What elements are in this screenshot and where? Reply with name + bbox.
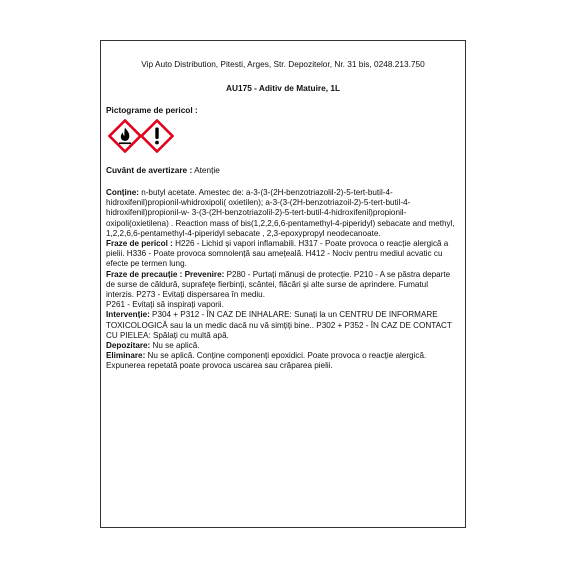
storage-paragraph (106, 341, 456, 351)
hazard-paragraph (106, 239, 456, 270)
prevention-extra: P261 - Evitați să inspirați vaporii. (106, 300, 224, 310)
flame-icon (108, 119, 142, 153)
storage-text: Nu se aplică. (150, 341, 200, 351)
storage-label: Depozitare: (106, 341, 151, 351)
safety-label (100, 40, 466, 528)
contains-text: n-butyl acetate. Amestec de: a-3-(3-(2H-benzotriazolil-2)-5-tert-butil-4-hidroxifenil)propionil-whidroxipoli( oxietilen); a-3-(3-(2H-benzotriazoil-2)-5-tert-butil-4-hidroxifenil)propionil-w- 3-(3-(2H-benzotriazolil-2)-5-tert-butil-4-hidroxifenil)propioniloxipoli(oxietilena) . Reaction mass of bis(1,2,2,6,6-pentamethyl-4-piperidyl) sebacate and methyl, 1,2,2,6,6-pentamethyl-4-piperidyl sebacate , 2,3-epoxypropyl neodecanoate. (106, 188, 455, 238)
disposal-paragraph (106, 351, 456, 371)
hazard-text: H226 - Lichid și vapori inflamabili. H317 - Poate provoca o reacție alergică a pielii. H336 - Poate provoca somnolență sau amețeală. H412 - Nociv pentru mediul acvatic cu efecte pe termen lung. (106, 239, 449, 269)
prevention-label: Fraze de precauție : Prevenire: (106, 269, 225, 279)
signal-value: Atenție (192, 165, 220, 175)
response-text: P304 + P312 - ÎN CAZ DE INHALARE: Sunați la un CENTRU DE INFORMARE TOXICOLOGICĂ sau la un medic dacă nu vă simțiți bine.. P302 + P352 - ÎN CAZ DE CONTACT CU PIELEA: Spălați cu multă apă. (106, 310, 452, 340)
pictograms-title: Pictograme de pericol : (106, 105, 198, 115)
hazard-label: Fraze de pericol : (106, 239, 173, 249)
signal-label: Cuvânt de avertizare : (106, 165, 193, 175)
prevention-paragraph (106, 270, 456, 301)
disposal-label: Eliminare: (106, 351, 146, 361)
product-title: AU175 - Aditiv de Matuire, 1L (225, 83, 341, 93)
disposal-text: Nu se aplică. Conține componenți epoxidici. Poate provoca o reacție alergică. Expunerea repetată poate provoca uscarea sau crăparea pielii. (106, 351, 427, 371)
contains-label: Conține: (106, 188, 139, 197)
label-body (106, 188, 456, 372)
company-line: Vip Auto Distribution, Pitesti, Arges, Str. Depozitelor, Nr. 31 bis, 0248.213.750 (141, 59, 425, 69)
response-paragraph (106, 310, 456, 341)
exclamation-icon (140, 119, 174, 153)
response-label: Intervenție: (106, 310, 150, 320)
signal-word (106, 165, 220, 175)
prevention-text: P280 - Purtați mănuși de protecție. P210 - A se păstra departe de surse de căldură, suprafețe fierbinți, scântei, flăcări și alte surse de aprindere. Fumatul interzis. P273 - Evitați dispersarea în mediu. (106, 269, 451, 300)
contains-paragraph (106, 188, 456, 239)
